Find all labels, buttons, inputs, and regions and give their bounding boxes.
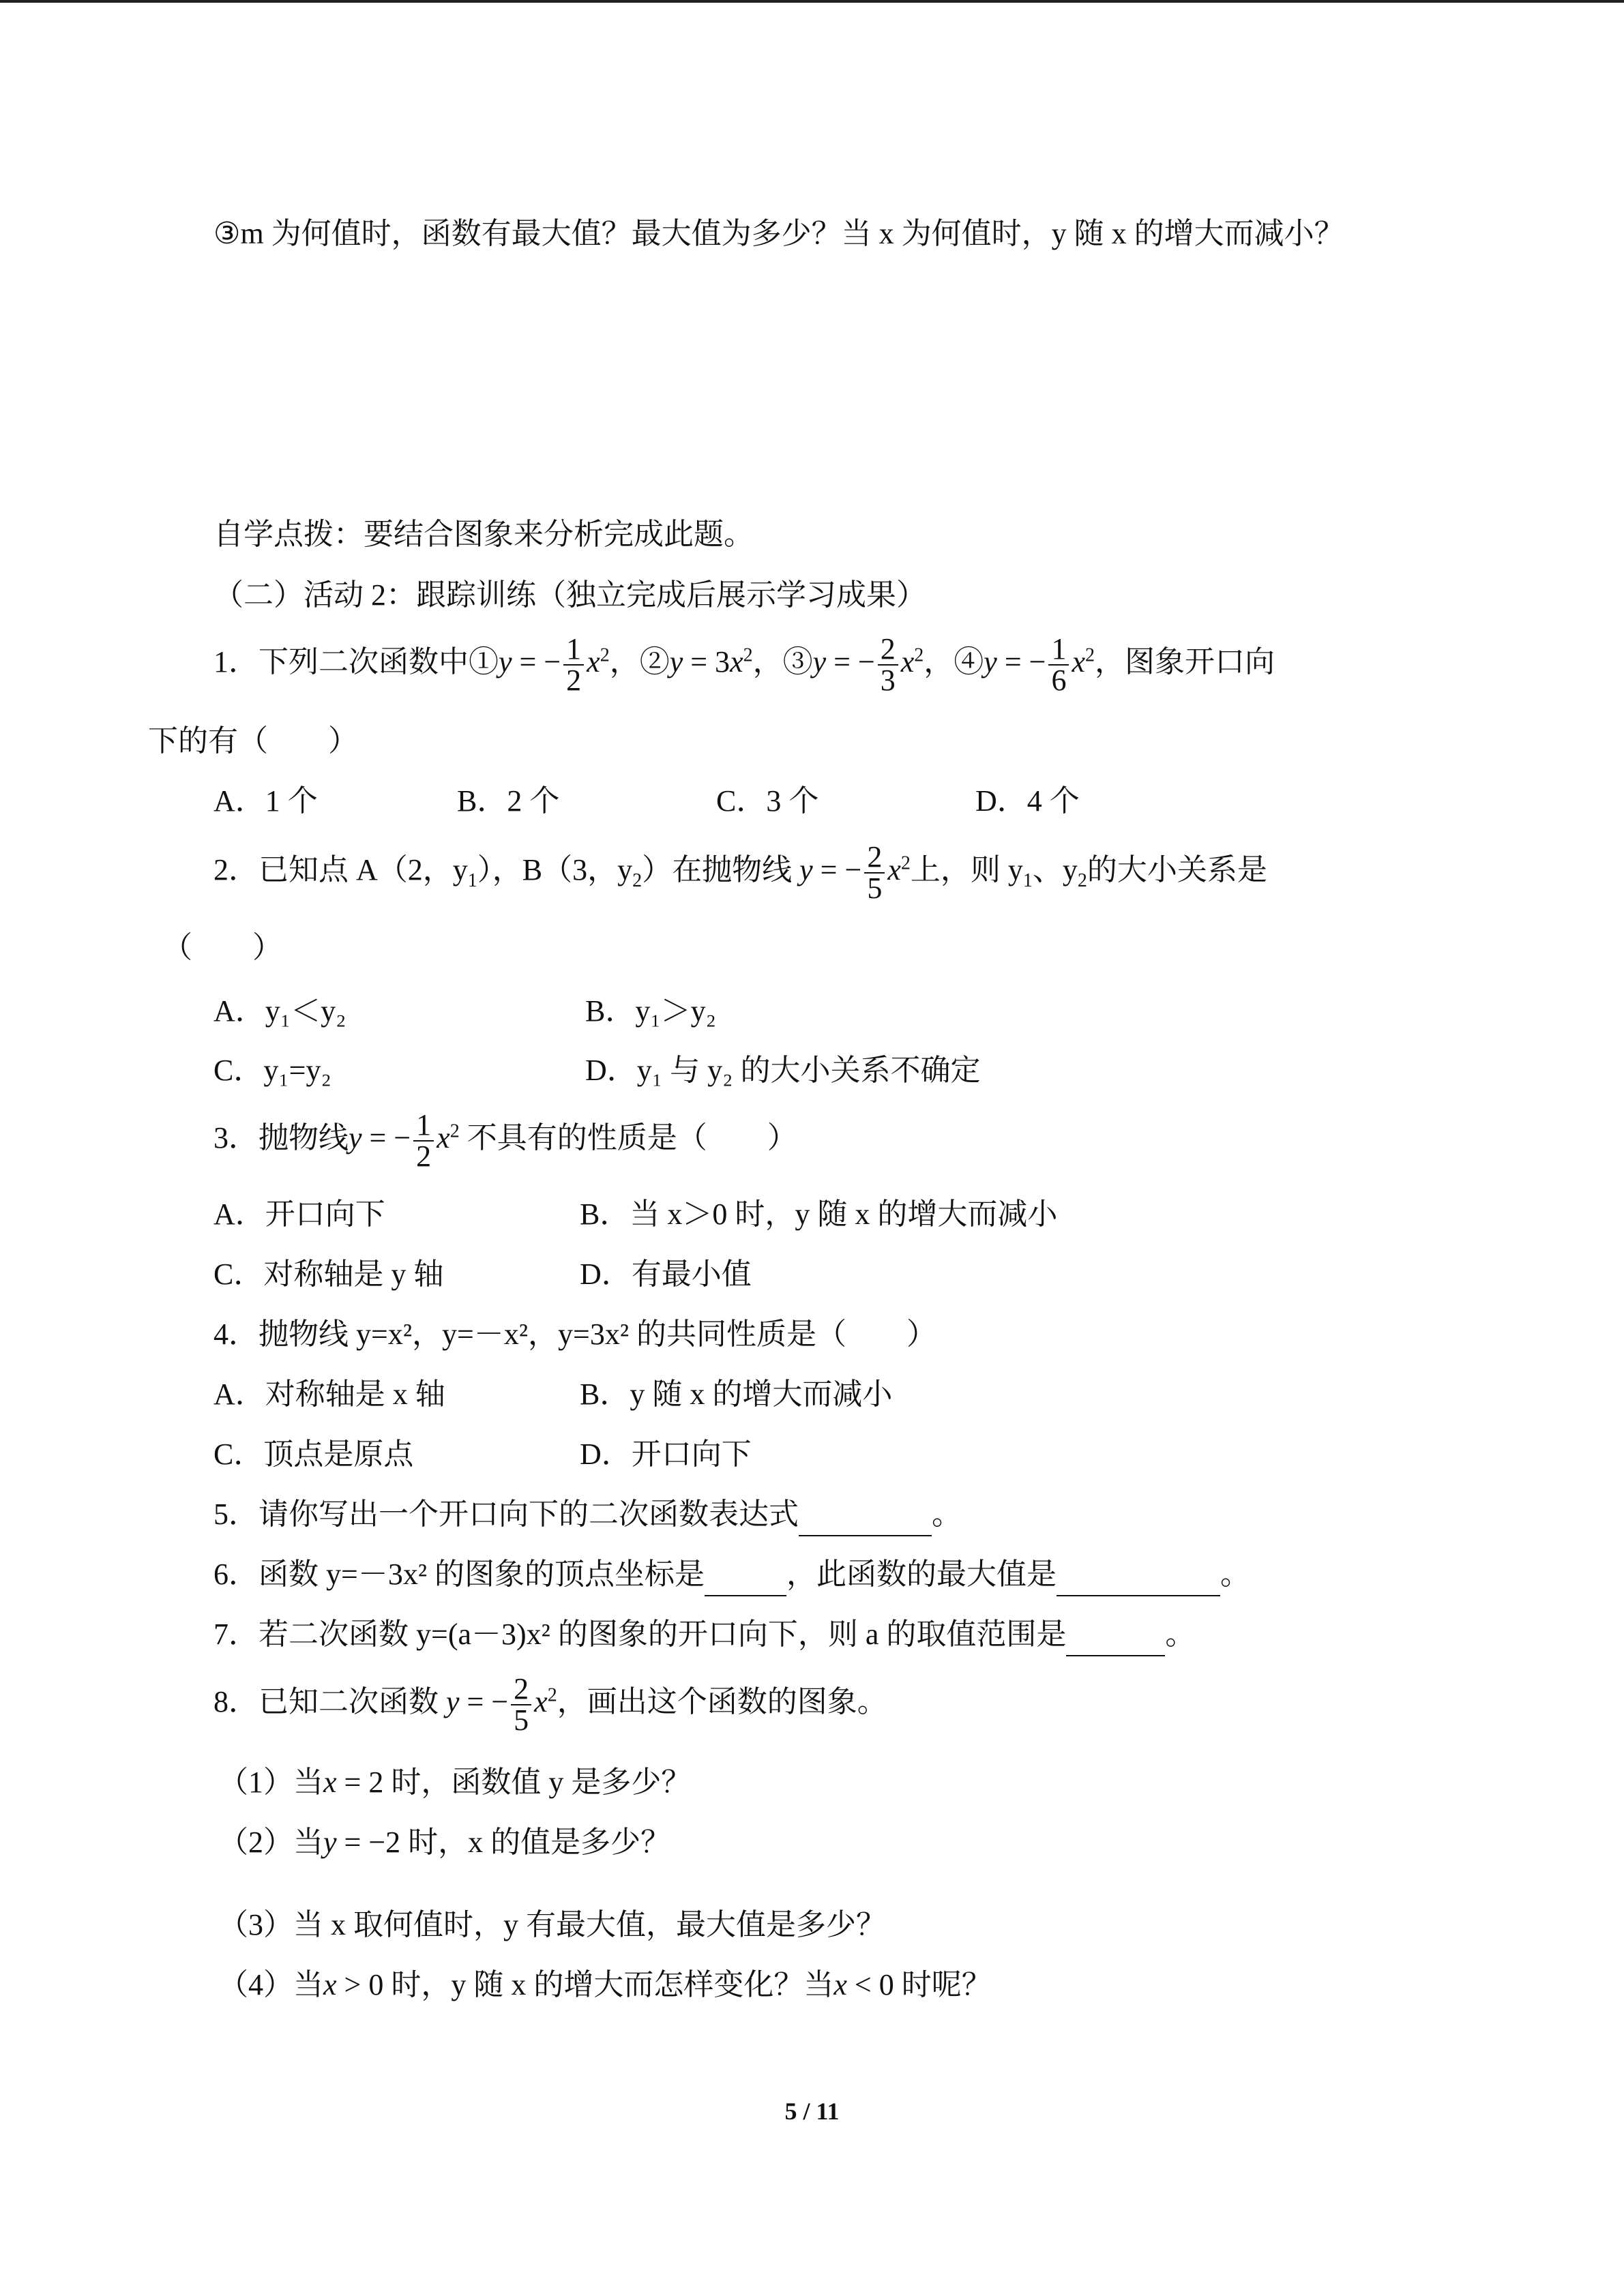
question-3-part: ③m 为何值时，函数有最大值？最大值为多少？当 x 为何值时，y 随 x 的增大而减小？ [213, 217, 1344, 250]
q8-part-2: （2）当y = −2 时，x 的值是多少？ [218, 1825, 671, 1859]
question-6: 6．函数 y=－3x² 的图象的顶点坐标是 ，此函数的最大值是 。 [213, 1554, 1250, 1596]
q3-option-b: B．当 x＞0 时，y 随 x 的增大而减小 [580, 1197, 1058, 1231]
top-border [0, 0, 1624, 3]
answer-blank[interactable] [1066, 1614, 1165, 1656]
question-1-line2: 下的有（ ） [148, 724, 358, 758]
answer-blank[interactable] [1057, 1554, 1220, 1596]
q3-option-d: D．有最小值 [580, 1257, 752, 1291]
question-4: 4．抛物线 y=x²，y=－x²，y=3x² 的共同性质是（ ） [213, 1317, 937, 1351]
q4-option-c: C．顶点是原点 [213, 1437, 414, 1471]
q2-option-c: C．y₁=y₂ [213, 1054, 331, 1087]
q8-part-1: （1）当x = 2 时，函数值 y 是多少？ [218, 1765, 692, 1799]
question-7: 7．若二次函数 y=(a－3)x² 的图象的开口向下，则 a 的取值范围是 。 [213, 1614, 1195, 1656]
q4-option-a: A．对称轴是 x 轴 [213, 1377, 445, 1411]
q2-option-d: D．y₁ 与 y₂ 的大小关系不确定 [585, 1054, 981, 1087]
q1-option-a: A．1 个 [213, 784, 318, 818]
self-study-tip: 自学点拨：要结合图象来分析完成此题。 [213, 518, 754, 551]
question-3: 3．抛物线y = − $\frac{1}{2}$ $x^2$ 不具有的性质是（ ） [213, 1108, 797, 1173]
answer-blank[interactable] [705, 1554, 786, 1596]
question-5: 5．请你写出一个开口向下的二次函数表达式 。 [213, 1494, 962, 1536]
q3-option-a: A．开口向下 [213, 1197, 385, 1231]
page-number: 5 / 11 [784, 2098, 840, 2125]
q3-option-c: C．对称轴是 y 轴 [213, 1257, 444, 1291]
q1-option-c: C．3 个 [716, 784, 819, 818]
q2-option-b: B．y₁＞y₂ [585, 994, 717, 1028]
q1-option-b: B．2 个 [457, 784, 560, 818]
question-1: 1．下列二次函数中①y = − $\frac{1}{2}$ $x^2$，②y = $3x^2$，③y = − $\frac{2}{3}$ $x^2$，④y = − $\frac{1}{6}$ $x^2$，图象开口向 [213, 632, 1275, 697]
activity-2-heading: （二）活动 2：跟踪训练（独立完成后展示学习成果） [213, 578, 926, 612]
q2-option-a: A．y₁＜y₂ [213, 994, 346, 1028]
q1-option-d: D．4 个 [975, 784, 1080, 818]
q8-part-3: （3）当 x 取何值时，y 有最大值，最大值是多少？ [218, 1908, 886, 1941]
question-2-line2: （ ） [162, 931, 282, 964]
question-2: 2．已知点 A（2，$y_1$），B（3，$y_2$）在抛物线 y = − $\frac{2}{5}$ $x^2$上，则 $y_1$、$y_2$的大小关系是 [213, 840, 1267, 905]
q4-option-b: B．y 随 x 的增大而减小 [580, 1377, 893, 1411]
answer-blank[interactable] [799, 1494, 932, 1536]
question-8: 8．已知二次函数 y = − $\frac{2}{5}$ $x^2$，画出这个函数的图象。 [213, 1672, 887, 1737]
q8-part-4: （4）当x > 0 时，y 随 x 的增大而怎样变化？当x < 0 时呢？ [218, 1968, 992, 2001]
q4-option-d: D．开口向下 [580, 1437, 752, 1471]
